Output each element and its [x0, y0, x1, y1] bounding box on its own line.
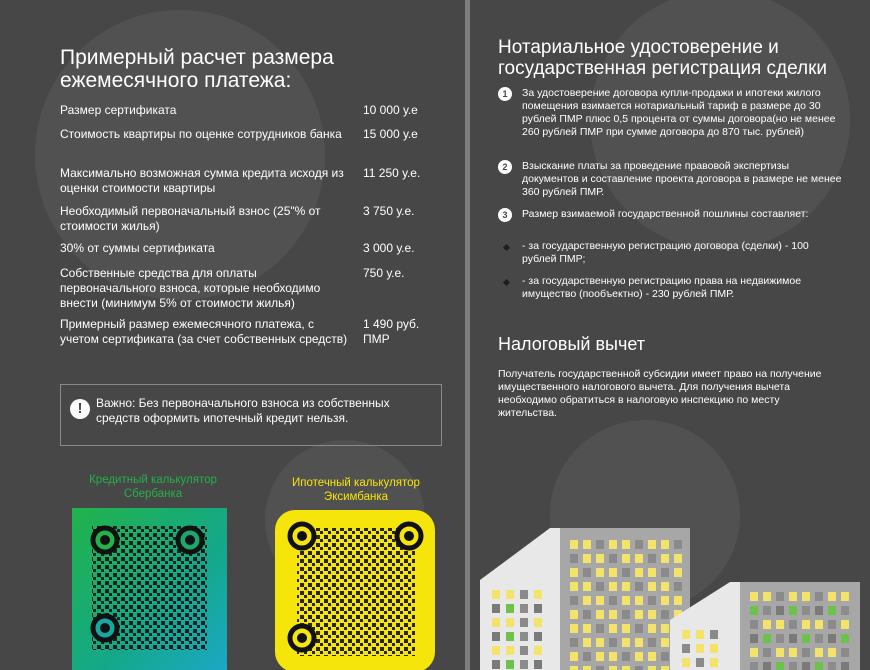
building-right — [670, 582, 860, 670]
calc-value: 1 490 руб. ПМР — [363, 317, 420, 346]
window — [661, 638, 669, 647]
window — [570, 666, 578, 670]
window — [763, 648, 771, 657]
window — [622, 610, 630, 619]
window — [750, 592, 758, 601]
window — [570, 582, 578, 591]
window — [828, 634, 836, 643]
window — [635, 652, 643, 661]
window — [763, 662, 771, 670]
qr-code-sberbank[interactable] — [72, 508, 227, 668]
window — [506, 604, 514, 613]
calc-label: Необходимый первоначальный взнос (25"% от стоимости жилья) — [60, 204, 321, 233]
window — [815, 662, 823, 670]
window — [596, 652, 604, 661]
window — [583, 568, 591, 577]
window — [596, 540, 604, 549]
window — [841, 662, 849, 670]
window — [661, 582, 669, 591]
window — [534, 646, 542, 655]
window — [635, 596, 643, 605]
window — [583, 582, 591, 591]
window — [492, 646, 500, 655]
window — [520, 646, 528, 655]
calc-label: 30% от суммы сертификата — [60, 241, 215, 255]
window — [648, 666, 656, 670]
window — [763, 606, 771, 615]
buildings-illustration — [470, 470, 870, 670]
window — [682, 644, 690, 653]
window — [802, 592, 810, 601]
window — [648, 624, 656, 633]
important-note — [60, 384, 442, 446]
window — [841, 634, 849, 643]
window — [789, 606, 797, 615]
calc-label: Максимально возможная сумма кредита исходя из оценки стоимости квартиры — [60, 166, 344, 195]
window — [635, 666, 643, 670]
window — [609, 624, 617, 633]
window — [520, 590, 528, 599]
qr-code-eximbank[interactable] — [275, 510, 430, 670]
window — [648, 596, 656, 605]
window — [648, 652, 656, 661]
building-left — [480, 528, 690, 670]
window — [570, 638, 578, 647]
window — [710, 644, 718, 653]
window — [635, 554, 643, 563]
list-item-text: За удостоверение договора купли-продажи и ипотеки жилого помещения взимается нотариальный тариф в размере до 30 рублей ПМР плюс 0,5 процента от суммы договора(но не менее 260 рублей ПМР при сумме договора до 870 тыс. рублей) — [522, 87, 836, 138]
window — [789, 662, 797, 670]
diamond-bullet-icon — [503, 279, 510, 286]
window — [534, 590, 542, 599]
window — [596, 582, 604, 591]
window — [596, 666, 604, 670]
window — [583, 652, 591, 661]
window — [841, 606, 849, 615]
window — [622, 638, 630, 647]
window — [674, 596, 682, 605]
window — [596, 554, 604, 563]
window — [635, 540, 643, 549]
window — [648, 638, 656, 647]
window — [750, 648, 758, 657]
window — [570, 568, 578, 577]
window — [828, 592, 836, 601]
qr-label-eximbank: Ипотечный калькулятор Эксимбанка — [292, 477, 420, 503]
window — [815, 592, 823, 601]
window — [622, 596, 630, 605]
diamond-bullet-icon — [503, 244, 510, 251]
window — [570, 540, 578, 549]
window — [750, 634, 758, 643]
window — [506, 646, 514, 655]
window — [789, 592, 797, 601]
calc-label: Примерный размер ежемесячного платежа, с учетом сертификата (за счет собственных средств) — [60, 317, 348, 346]
number-badge: 1 — [498, 87, 512, 101]
window — [710, 658, 718, 667]
list-item-text: Взыскание платы за проведение правовой экспертизы документов и составление проекта договора в размере не менее 360 рублей ПМР. — [522, 160, 842, 198]
window — [802, 620, 810, 629]
window — [609, 554, 617, 563]
calc-value: 750 у.е. — [363, 266, 405, 280]
window — [750, 662, 758, 670]
number-badge: 3 — [498, 208, 512, 222]
window — [583, 624, 591, 633]
number-badge: 2 — [498, 160, 512, 174]
window — [622, 624, 630, 633]
window — [609, 652, 617, 661]
right-panel — [470, 0, 870, 670]
window — [570, 652, 578, 661]
window — [789, 634, 797, 643]
window — [776, 662, 784, 670]
window — [622, 652, 630, 661]
window — [492, 632, 500, 641]
window — [596, 596, 604, 605]
bullet-text: - за государственную регистрацию права на недвижимое имущество (пообъектно) - 230 рублей ПМР. — [522, 275, 802, 300]
window — [506, 660, 514, 669]
tax-text: Получатель государственной субсидии имеет право на получение имущественного налогового вычета. Для получения вычета необходимо обратиться в налоговую инспекцию по месту жительства. — [498, 368, 822, 419]
window — [674, 568, 682, 577]
window — [492, 618, 500, 627]
window — [492, 604, 500, 613]
window — [661, 624, 669, 633]
page-title: Примерный расчет размера ежемесячного платежа: — [60, 46, 334, 92]
window — [596, 638, 604, 647]
window — [583, 540, 591, 549]
calc-value: 11 250 у.е. — [363, 166, 421, 180]
window — [815, 634, 823, 643]
window — [696, 630, 704, 639]
window — [750, 606, 758, 615]
window — [534, 660, 542, 669]
window — [648, 568, 656, 577]
window — [776, 592, 784, 601]
window — [492, 590, 500, 599]
exclamation-icon: ! — [70, 399, 90, 419]
window — [506, 590, 514, 599]
window — [776, 620, 784, 629]
window — [661, 554, 669, 563]
window — [710, 630, 718, 639]
calc-label: Стоимость квартиры по оценке сотрудников банка — [60, 127, 342, 141]
window — [815, 606, 823, 615]
window — [828, 648, 836, 657]
window — [596, 610, 604, 619]
window — [763, 592, 771, 601]
calc-value: 3 000 у.е. — [363, 241, 415, 255]
window — [596, 568, 604, 577]
window — [596, 624, 604, 633]
window — [802, 662, 810, 670]
window — [828, 606, 836, 615]
window — [609, 582, 617, 591]
window — [570, 624, 578, 633]
calc-label: Собственные средства для оплаты первоначального взноса, которые необходимо внести (минимум 5% от стоимости жилья) — [60, 266, 321, 310]
window — [648, 554, 656, 563]
window — [583, 666, 591, 670]
note-text: Важно: Без первоначального взноса из собственных средств оформить ипотечный кредит нельзя. — [96, 396, 390, 425]
window — [763, 634, 771, 643]
tax-title: Налоговый вычет — [498, 334, 645, 354]
window — [802, 606, 810, 615]
window — [583, 554, 591, 563]
window — [696, 658, 704, 667]
calc-label: Размер сертификата — [60, 103, 177, 117]
calc-value: 10 000 у.е — [363, 103, 418, 117]
window — [506, 618, 514, 627]
window — [841, 648, 849, 657]
window — [622, 540, 630, 549]
window — [570, 596, 578, 605]
window — [609, 610, 617, 619]
window — [635, 568, 643, 577]
window — [635, 610, 643, 619]
window — [520, 660, 528, 669]
window — [534, 632, 542, 641]
window — [570, 610, 578, 619]
window — [674, 540, 682, 549]
window — [789, 648, 797, 657]
window — [828, 662, 836, 670]
window — [661, 568, 669, 577]
window — [648, 582, 656, 591]
window — [520, 618, 528, 627]
window — [622, 582, 630, 591]
notary-title: Нотариальное удостоверение и государственная регистрация сделки — [498, 37, 828, 79]
window — [776, 634, 784, 643]
window — [763, 620, 771, 629]
window — [648, 540, 656, 549]
window — [696, 644, 704, 653]
window — [609, 638, 617, 647]
window — [815, 648, 823, 657]
window — [520, 632, 528, 641]
window — [661, 652, 669, 661]
window — [682, 658, 690, 667]
calc-value: 15 000 у.е — [363, 127, 418, 141]
window — [661, 596, 669, 605]
window — [674, 582, 682, 591]
window — [635, 582, 643, 591]
window — [815, 620, 823, 629]
bullet-text: - за государственную регистрацию договора (сделки) - 100 рублей ПМР; — [522, 240, 809, 265]
window — [776, 648, 784, 657]
window — [622, 554, 630, 563]
window — [609, 666, 617, 670]
window — [635, 638, 643, 647]
window — [789, 620, 797, 629]
window — [635, 624, 643, 633]
window — [520, 604, 528, 613]
window — [622, 568, 630, 577]
window — [661, 540, 669, 549]
window — [674, 554, 682, 563]
window — [828, 620, 836, 629]
window — [750, 620, 758, 629]
window — [609, 540, 617, 549]
window — [648, 610, 656, 619]
qr-label-sberbank: Кредитный калькулятор Сбербанка — [89, 474, 217, 500]
window — [492, 660, 500, 669]
window — [802, 648, 810, 657]
window — [802, 634, 810, 643]
window — [622, 666, 630, 670]
window — [661, 666, 669, 670]
window — [534, 604, 542, 613]
window — [570, 554, 578, 563]
window — [506, 632, 514, 641]
window — [661, 610, 669, 619]
window — [583, 596, 591, 605]
window — [609, 568, 617, 577]
window — [583, 610, 591, 619]
window — [609, 596, 617, 605]
window — [776, 606, 784, 615]
window — [583, 638, 591, 647]
window — [841, 620, 849, 629]
window — [841, 592, 849, 601]
calc-value: 3 750 у.е. — [363, 204, 415, 218]
window — [682, 630, 690, 639]
window — [534, 618, 542, 627]
list-item-text: Размер взимаемой государственной пошлины составляет: — [522, 208, 809, 220]
